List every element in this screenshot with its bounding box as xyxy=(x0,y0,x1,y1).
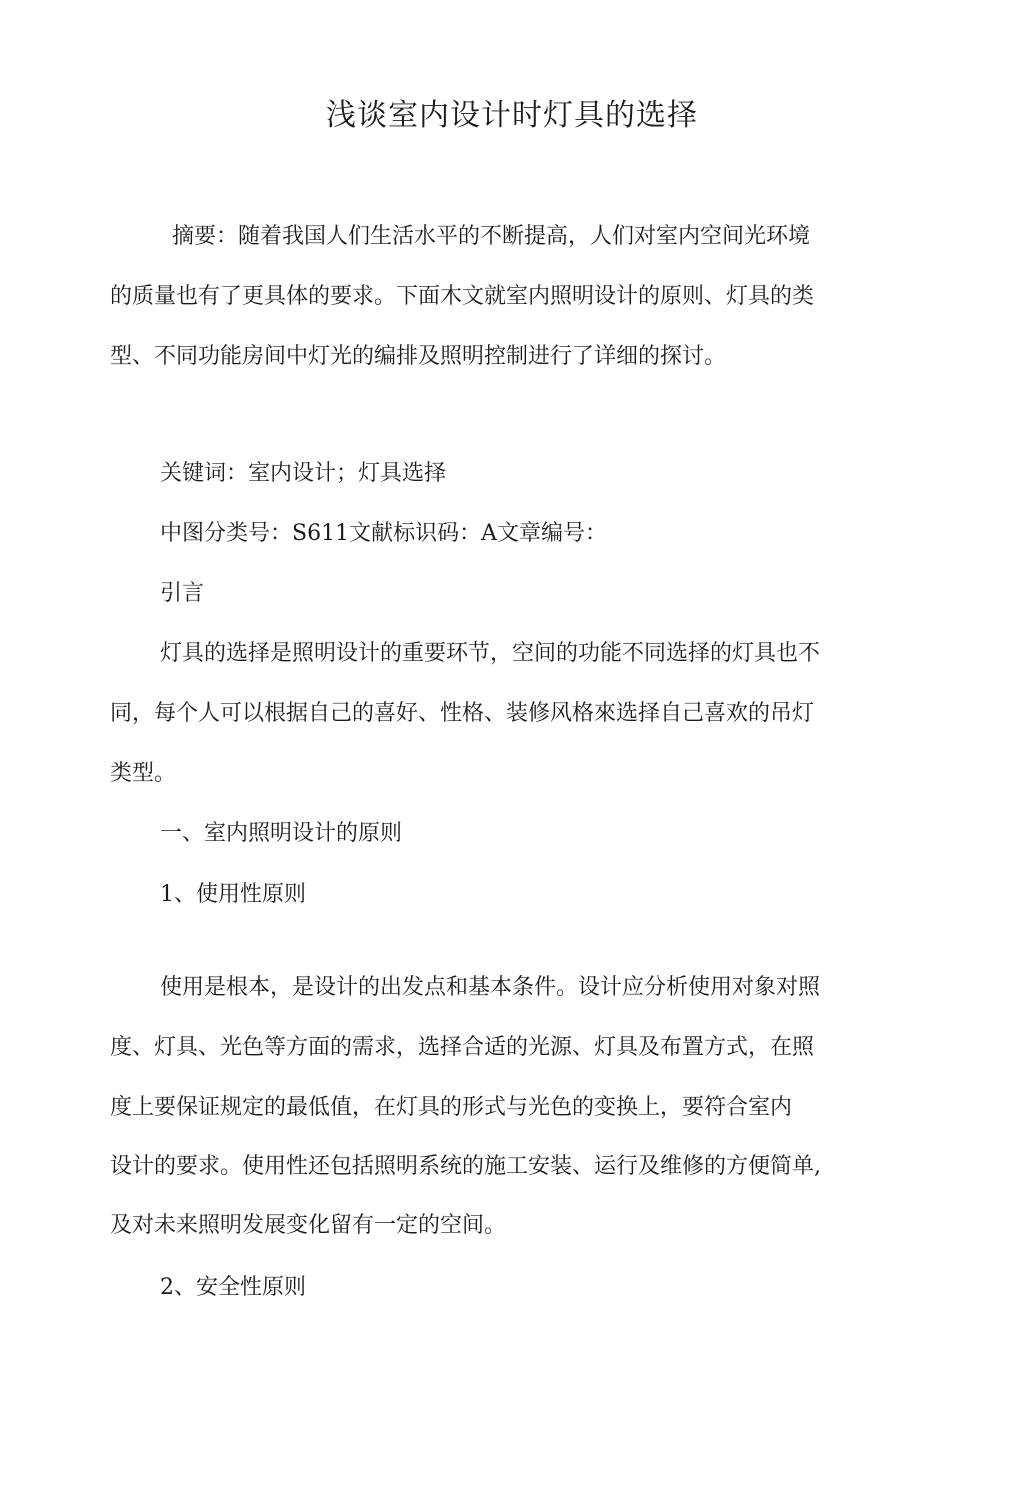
document-title: 浅谈室内设计时灯具的选择 xyxy=(326,98,698,133)
intro-paragraph-line: 灯具的选择是照明设计的重要环节，空间的功能不同选择的灯具也不 xyxy=(160,641,821,666)
subsection-heading: 2、安全性原则 xyxy=(160,1275,306,1300)
usability-paragraph-line: 使用是根本，是设计的出发点和基本条件。设计应分析使用对象对照 xyxy=(160,975,821,1000)
keywords-line: 关键词：室内设计；灯具选择 xyxy=(160,461,447,486)
intro-paragraph-line: 类型。 xyxy=(110,761,177,786)
usability-paragraph-line: 度、灯具、光色等方面的需求，选择合适的光源、灯具及布置方式，在照 xyxy=(110,1035,815,1060)
abstract-line: 的质量也有了更具体的要求。下面木文就室内照明设计的原则、灯具的类 xyxy=(110,284,815,309)
subsection-heading: 1、使用性原则 xyxy=(160,882,306,907)
section-heading: 一、室内照明设计的原则 xyxy=(160,821,403,846)
classification-line: 中图分类号：S611文献标识码：A文章编号： xyxy=(160,521,607,546)
usability-paragraph-line: 设计的要求。使用性还包括照明系统的施工安装、运行及维修的方便简单, xyxy=(110,1154,821,1179)
abstract-line: 摘要：随着我国人们生活水平的不断提高，人们对室内空间光环境 xyxy=(172,224,811,249)
usability-paragraph-line: 度上要保证规定的最低值，在灯具的形式与光色的变换上，要符合室内 xyxy=(110,1095,793,1120)
intro-heading: 引言 xyxy=(160,581,205,606)
abstract-line: 型、不同功能房间中灯光的编排及照明控制进行了详细的探讨。 xyxy=(110,344,727,369)
usability-paragraph-line: 及对未来照明发展变化留有一定的空间。 xyxy=(110,1213,507,1238)
intro-paragraph-line: 同，每个人可以根据自己的喜好、性格、装修风格來选择自己喜欢的吊灯 xyxy=(110,701,815,726)
